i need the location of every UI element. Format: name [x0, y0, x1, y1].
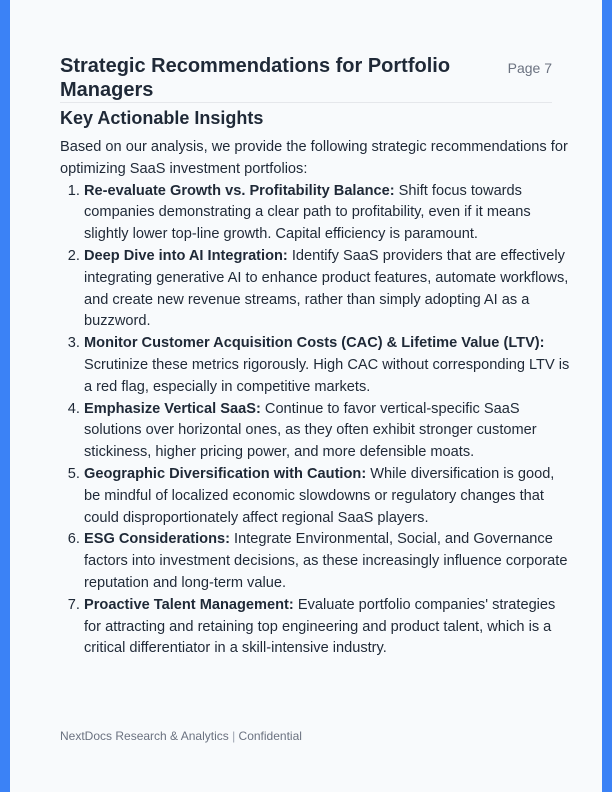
- item-text: Shift focus towards companies demonstrating a clear path to profitability, even if it means slightly lower top-line growth. Capital efficiency is paramount.: [84, 182, 531, 243]
- item-text: Integrate Environmental, Social, and Governance factors into investment decisions, as these increasingly influence corporate reputation and long-term value.: [84, 531, 568, 591]
- list-item: [84, 595, 570, 660]
- recommendations-list: [60, 181, 570, 661]
- list-item: [84, 464, 570, 529]
- item-text: Evaluate portfolio companies' strategies for attracting and retaining top engineering and product talent, which is a critical differentiator in a skill-intensive industry.: [84, 596, 556, 657]
- item-heading: Geographic Diversification with Caution:: [84, 465, 367, 482]
- list-item: [84, 246, 570, 333]
- item-text: Scrutinize these metrics rigorously. High CAC without corresponding LTV is a red flag, especially in competitive markets.: [84, 356, 570, 395]
- page-title: Strategic Recommendations for Portfolio Managers: [60, 55, 451, 101]
- footer-label: Confidential: [238, 729, 302, 743]
- footer-separator: |: [232, 729, 236, 743]
- item-text: Continue to favor vertical-specific SaaS solutions over horizontal ones, as they often exhibit stronger customer stickiness, higher pricing power, and more defensible moats.: [84, 400, 537, 461]
- item-heading: Emphasize Vertical SaaS:: [84, 400, 261, 417]
- list-item: [84, 333, 570, 398]
- right-accent-bar: [602, 0, 612, 792]
- item-heading: Deep Dive into AI Integration:: [84, 247, 288, 264]
- list-item: [84, 529, 570, 594]
- item-heading: Re-evaluate Growth vs. Profitability Balance:: [84, 182, 395, 199]
- list-item: [84, 181, 570, 246]
- section-title: Key Actionable Insights: [60, 108, 264, 128]
- item-heading: Monitor Customer Acquisition Costs (CAC) & Lifetime Value (LTV):: [84, 335, 545, 352]
- page-header: [60, 54, 552, 103]
- page-footer: [60, 729, 302, 743]
- intro-paragraph: Based on our analysis, we provide the following strategic recommendations for optimizing SaaS investment portfolios:: [60, 139, 568, 177]
- list-item: [84, 399, 570, 464]
- item-heading: Proactive Talent Management:: [84, 596, 294, 613]
- item-text: Identify SaaS providers that are effectively integrating generative AI to enhance product features, automate workflows, and create new revenue streams, rather than simply adopting AI as a buzzword.: [84, 247, 569, 330]
- footer-company: NextDocs Research & Analytics: [60, 729, 229, 743]
- left-accent-bar: [0, 0, 10, 792]
- document-body: [60, 137, 570, 660]
- item-text: While diversification is good, be mindful of localized economic slowdowns or regulatory changes that could disproportionately affect regional SaaS players.: [84, 465, 555, 526]
- page-number: Page 7: [507, 60, 552, 76]
- item-heading: ESG Considerations:: [84, 531, 230, 548]
